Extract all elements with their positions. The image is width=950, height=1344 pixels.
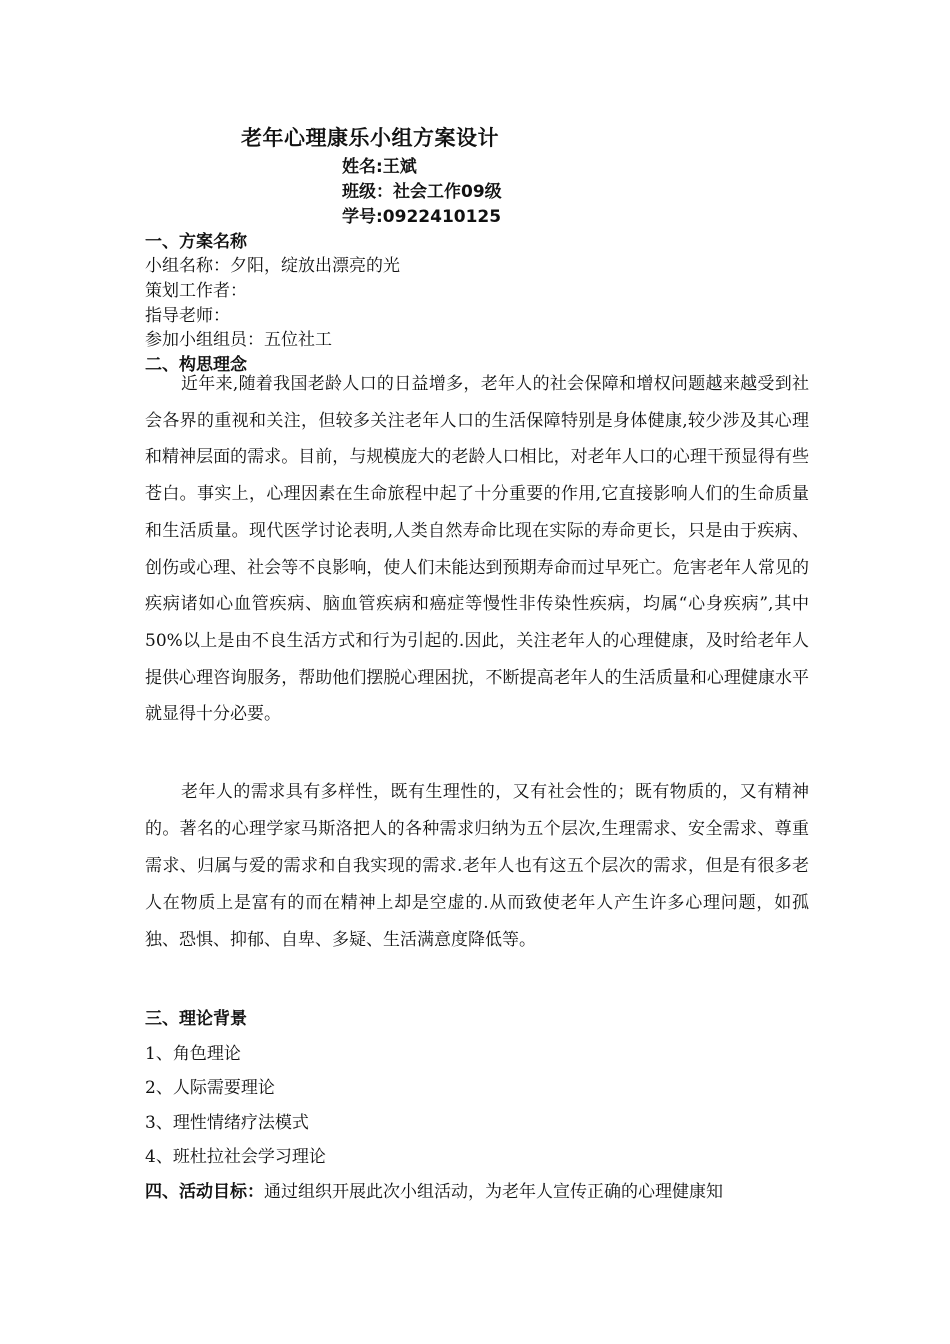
theory-item: 1、角色理论 <box>145 1044 241 1064</box>
theory-item: 4、班杜拉社会学习理论 <box>145 1147 326 1167</box>
theory-item: 2、人际需要理论 <box>145 1078 275 1098</box>
theory-item: 3、理性情绪疗法模式 <box>145 1113 309 1133</box>
concept-paragraph-1: 近年来,随着我国老龄人口的日益增多，老年人的社会保障和增权问题越来越受到社会各界的重视和关注，但较多关注老年人口的生活保障特别是身体健康,较少涉及其心理和精神层面的需求。目前，与规模庞大的老龄人口相比，对老年人口的心理干预显得有些苍白。事实上，心理因素在生命旅程中起了十分重要的作用,它直接影响人们的生命质量和生活质量。现代医学讨论表明,人类自然寿命比现在实际的寿命更长，只是由于疾病、创伤或心理、社会等不良影响，使人们未能达到预期寿命而过早死亡。危害老年人常见的疾病诸如心血管疾病、脑血管疾病和癌症等慢性非传染性疾病，均属“心身疾病”,其中50%以上是由不良生活方式和行为引起的.因此，关注老年人的心理健康，及时给老年人提供心理咨询服务，帮助他们摆脱心理困扰，不断提高老年人的生活质量和心理健康水平就显得十分必要。 <box>145 374 809 725</box>
section-heading-plan-name: 一、方案名称 <box>145 232 247 252</box>
section-heading-theory: 三、理论背景 <box>145 1009 247 1029</box>
section-heading-goal: 四、活动目标： <box>145 1182 264 1202</box>
concept-paragraph-2: 老年人的需求具有多样性，既有生理性的，又有社会性的；既有物质的，又有精神的。著名的心理学家马斯洛把人的各种需求归纳为五个层次,生理需求、安全需求、尊重需求、归属与爱的需求和自我实现的需求.老年人也有这五个层次的需求，但是有很多老人在物质上是富有的而在精神上却是空虚的.从而致使老年人产生许多心理问题，如孤独、恐惧、抑郁、自卑、多疑、生活满意度降低等。 <box>145 782 809 950</box>
section-heading-concept: 二、构思理念 <box>145 355 247 375</box>
author-student-id: 学号:0922410125 <box>342 207 502 227</box>
author-name: 姓名:王斌 <box>342 157 417 177</box>
document-title: 老年心理康乐小组方案设计 <box>241 126 499 150</box>
group-name-line: 小组名称：夕阳，绽放出漂亮的光 <box>145 256 400 276</box>
activity-goal-text: 通过组织开展此次小组活动，为老年人宣传正确的心理健康知 <box>264 1182 723 1202</box>
author-class: 班级：社会工作09级 <box>342 182 502 202</box>
members-line: 参加小组组员：五位社工 <box>145 330 332 350</box>
activity-goal-line <box>145 1177 809 1202</box>
planner-line: 策划工作者： <box>145 281 247 301</box>
advisor-line: 指导老师： <box>145 306 230 326</box>
